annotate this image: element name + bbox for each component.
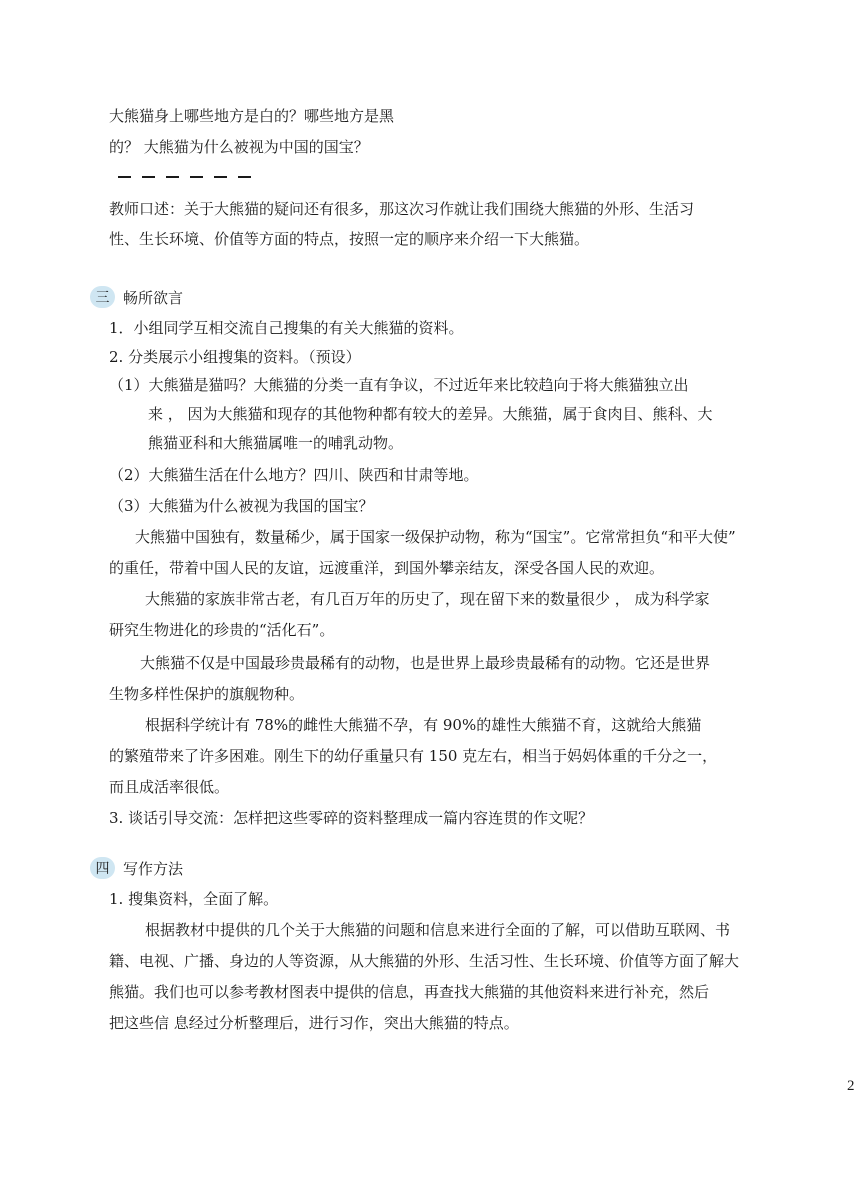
section-number-badge: 三: [90, 286, 115, 308]
list-item: 来 ， 因为大熊猫和现存的其他物种都有较大的差异。大熊猫，属于食肉目、熊科、大: [148, 405, 713, 423]
paragraph-line: 大熊猫中国独有，数量稀少，属于国家一级保护动物，称为“国宝”。它常常担负“和平大使”: [135, 528, 736, 546]
paragraph-line: 籍、电视、广播、身边的人等资源，从大熊猫的外形、生活习性、生长环境、价值等方面了解大: [109, 952, 740, 970]
paragraph-line: 生物多样性保护的旗舰物种。: [109, 685, 305, 703]
paragraph-line: 的繁殖带来了许多困难。刚生下的幼仔重量只有 150 克左右，相当于妈妈体重的千分之一，: [109, 747, 718, 765]
list-item: 1．小组同学互相交流自己搜集的有关大熊猫的资料。: [109, 319, 464, 337]
section-heading-4: [90, 856, 183, 880]
intro-question-line-1: 大熊猫身上哪些地方是白的？哪些地方是黑: [109, 107, 395, 125]
intro-question-line-2: 的？ 大熊猫为什么被视为中国的国宝？: [109, 138, 369, 156]
paragraph-line: 的重任，带着中国人民的友谊，远渡重洋，到国外攀亲结友，深受各国人民的欢迎。: [109, 559, 665, 577]
section-title: 写作方法: [123, 859, 184, 878]
section-number-badge: 四: [90, 857, 115, 879]
list-item: 1. 搜集资料，全面了解。: [109, 890, 279, 908]
paragraph-line: 熊猫。我们也可以参考教材图表中提供的信息，再查找大熊猫的其他资料来进行补充，然后: [109, 983, 710, 1001]
list-item: （2）大熊猫生活在什么地方？四川、陕西和甘肃等地。: [109, 466, 479, 484]
list-item: 3. 谈话引导交流：怎样把这些零碎的资料整理成一篇内容连贯的作文呢？: [109, 809, 594, 827]
teacher-narration-line-1: 教师口述：关于大熊猫的疑问还有很多，那这次习作就让我们围绕大熊猫的外形、生活习: [109, 200, 695, 218]
list-item: 2. 分类展示小组搜集的资料。（预设）: [109, 348, 361, 366]
list-item: （1）大熊猫是猫吗？大熊猫的分类一直有争议，不过近年来比较趋向于将大熊猫独立出: [109, 376, 689, 394]
paragraph-line: 根据科学统计有 78%的雌性大熊猫不孕，有 90%的雄性大熊猫不育，这就给大熊猫: [145, 716, 702, 734]
paragraph-line: 而且成活率很低。: [109, 778, 230, 796]
list-item: 熊猫亚科和大熊猫属唯一的哺乳动物。: [148, 434, 404, 452]
page-number: 2: [847, 1078, 855, 1094]
section-heading-3: [90, 285, 183, 309]
paragraph-line: 大熊猫不仅是中国最珍贵最稀有的动物，也是世界上最珍贵最稀有的动物。它还是世界: [140, 654, 711, 672]
paragraph-line: 根据教材中提供的几个关于大熊猫的问题和信息来进行全面的了解，可以借助互联网、书: [145, 921, 731, 939]
section-title: 畅所欲言: [123, 288, 184, 307]
teacher-narration-line-2: 性、生长环境、价值等方面的特点，按照一定的顺序来介绍一下大熊猫。: [109, 230, 590, 248]
paragraph-line: 研究生物进化的珍贵的“活化石”。: [109, 621, 335, 639]
list-item: （3）大熊猫为什么被视为我国的国宝？: [109, 497, 374, 515]
paragraph-line: 把这些信 息经过分析整理后，进行习作，突出大熊猫的特点。: [109, 1014, 519, 1032]
paragraph-line: 大熊猫的家族非常古老，有几百万年的历史了，现在留下来的数量很少 ， 成为科学家: [145, 590, 710, 608]
